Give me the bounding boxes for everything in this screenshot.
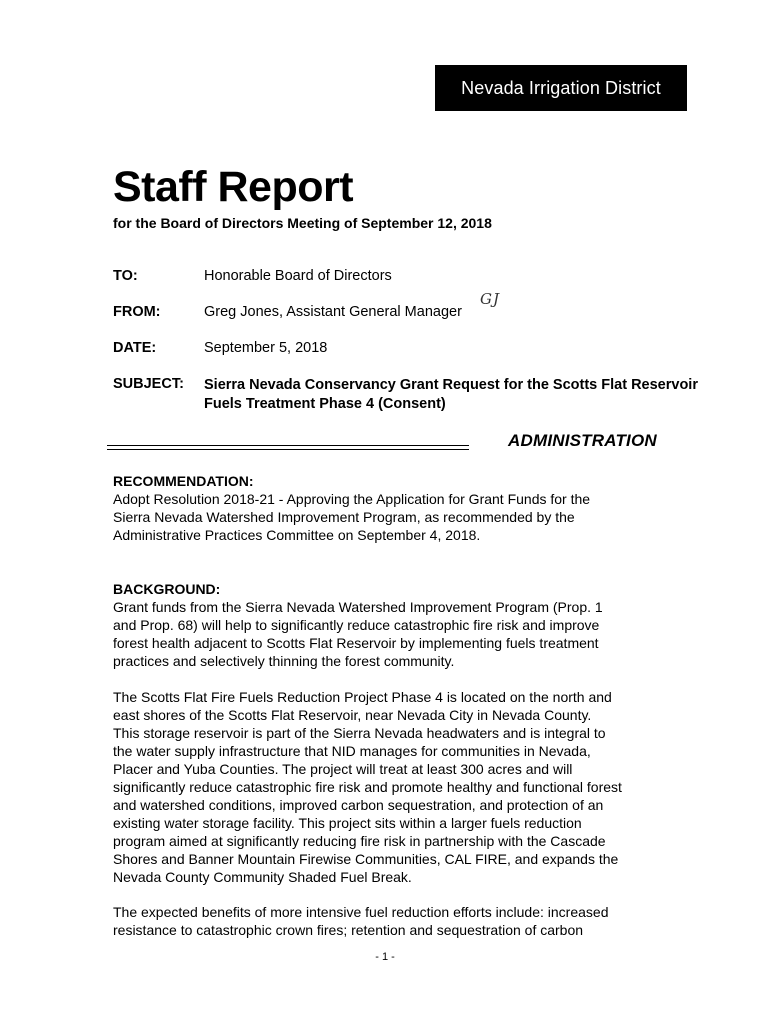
to-label: TO: [113,268,138,284]
subject-line-1: Sierra Nevada Conservancy Grant Request for the Scotts Flat Reservoir [204,377,698,393]
paragraph-line: Nevada County Community Shaded Fuel Break. [113,869,412,885]
paragraph-line: east shores of the Scotts Flat Reservoir, near Nevada City in Nevada County. [113,707,592,723]
paragraph-line: and watershed conditions, improved carbon sequestration, and protection of an [113,797,604,813]
paragraph-line: The Scotts Flat Fire Fuels Reduction Project Phase 4 is located on the north and [113,689,612,705]
page-number: - 1 - [375,951,395,963]
date-label: DATE: [113,340,157,356]
paragraph-line: The expected benefits of more intensive fuel reduction efforts include: increased [113,904,609,920]
from-label: FROM: [113,304,161,320]
subject-label: SUBJECT: [113,376,184,392]
paragraph-line: significantly reduce catastrophic fire risk and promote healthy and functional forest [113,779,622,795]
background-section [113,580,673,670]
background-line: and Prop. 68) will help to significantly reduce catastrophic fire risk and improve [113,617,600,633]
subject-line-2: Fuels Treatment Phase 4 (Consent) [204,396,446,412]
paragraph-line: the water supply infrastructure that NID manages for communities in Nevada, [113,743,591,759]
paragraph-line: This storage reservoir is part of the Sierra Nevada headwaters and is integral to [113,725,606,741]
to-value: Honorable Board of Directors [204,268,392,284]
background-heading: BACKGROUND: [113,581,221,597]
recommendation-line: Administrative Practices Committee on September 4, 2018. [113,527,481,543]
organization-banner: Nevada Irrigation District [435,65,687,111]
from-value: Greg Jones, Assistant General Manager [204,304,462,320]
department-label: ADMINISTRATION [508,431,657,450]
background-line: forest health adjacent to Scotts Flat Reservoir by implementing fuels treatment [113,635,599,651]
background-line: practices and selectively thinning the forest community. [113,653,455,669]
paragraph-line: existing water storage facility. This project sits within a larger fuels reduction [113,815,582,831]
handwritten-initials: GJ [480,290,500,308]
page-title: Staff Report [113,163,354,211]
paragraph-line: program aimed at significantly reducing fire risk in partnership with the Cascade [113,833,606,849]
recommendation-line: Sierra Nevada Watershed Improvement Program, as recommended by the [113,509,575,525]
double-rule-divider [107,445,469,450]
background-line: Grant funds from the Sierra Nevada Watershed Improvement Program (Prop. 1 [113,599,603,615]
subject-value [204,376,698,414]
paragraph-line: Shores and Banner Mountain Firewise Communities, CAL FIRE, and expands the [113,851,619,867]
expected-benefits-paragraph [113,903,673,939]
recommendation-line: Adopt Resolution 2018-21 - Approving the Application for Grant Funds for the [113,491,591,507]
paragraph-line: resistance to catastrophic crown fires; retention and sequestration of carbon [113,922,584,938]
date-value: September 5, 2018 [204,340,328,356]
recommendation-section [113,472,673,544]
meeting-subtitle: for the Board of Directors Meeting of September 12, 2018 [113,215,492,231]
project-description-paragraph [113,688,673,886]
paragraph-line: Placer and Yuba Counties. The project will treat at least 300 acres and will [113,761,573,777]
recommendation-heading: RECOMMENDATION: [113,473,254,489]
